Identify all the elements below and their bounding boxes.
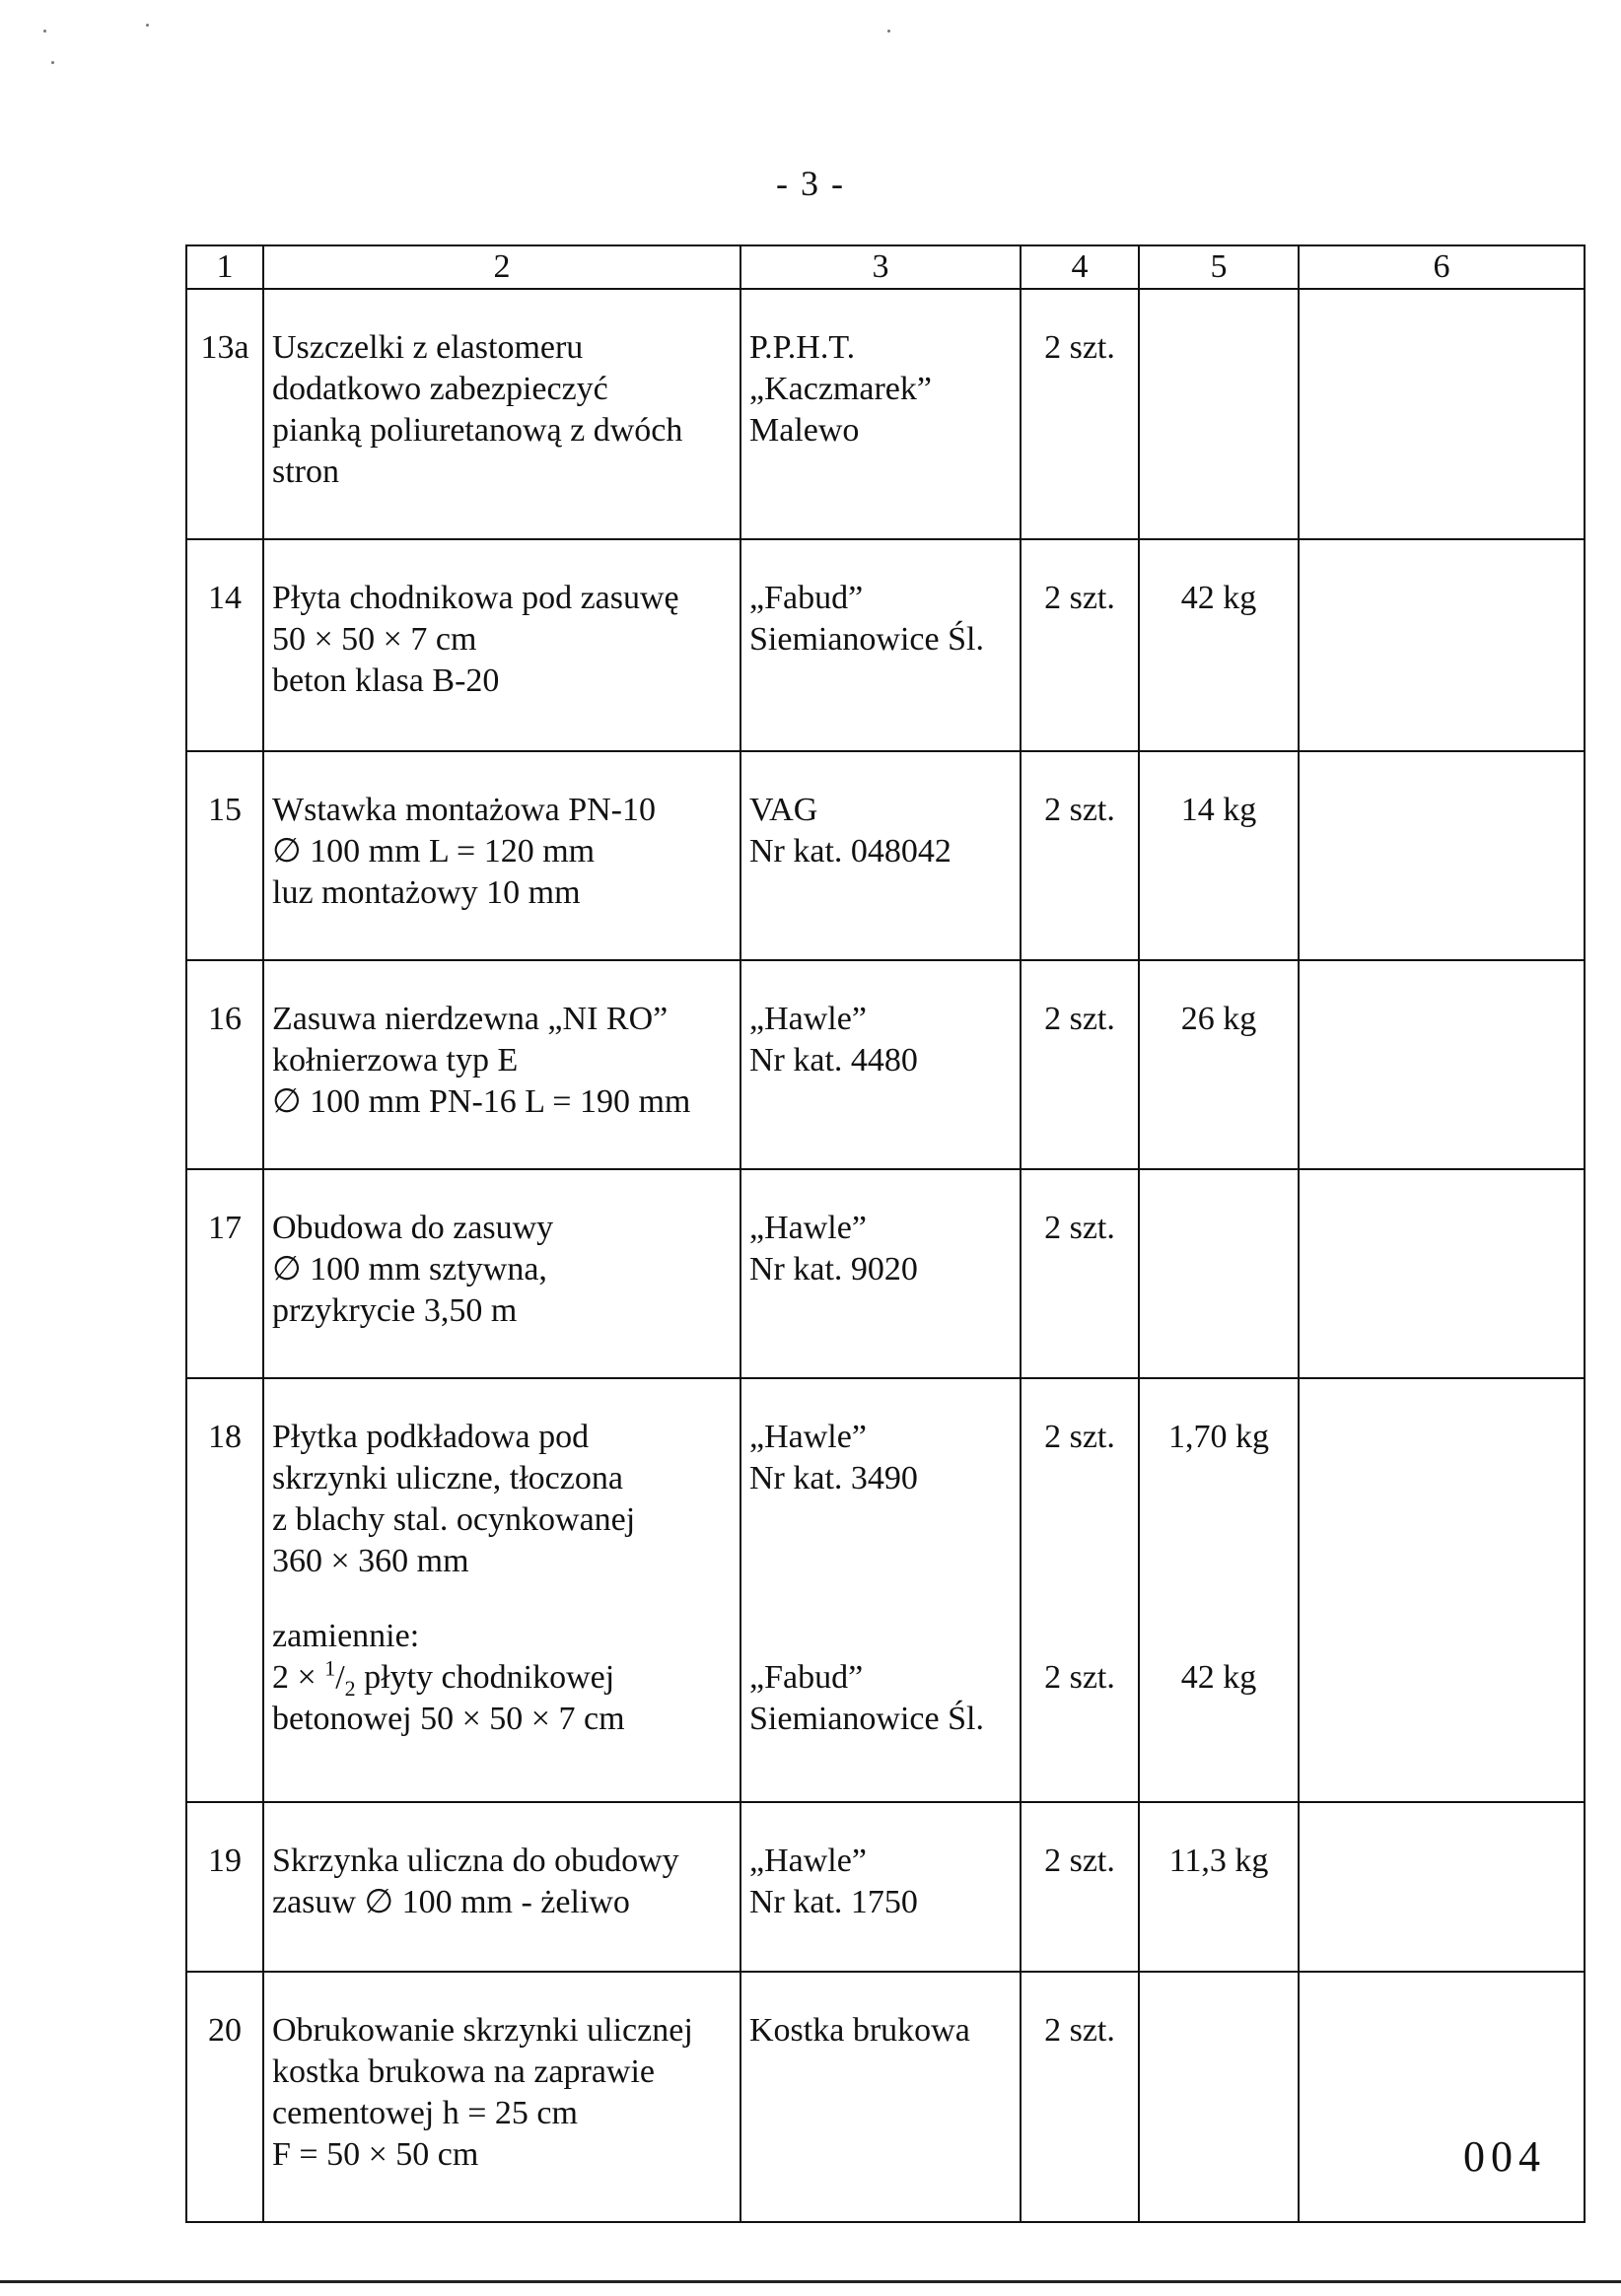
item-number: 15 <box>186 751 263 960</box>
column-header-1: 1 <box>186 245 263 289</box>
spacer <box>1148 1582 1290 1616</box>
item-notes <box>1299 289 1585 539</box>
fraction-numerator: 1 <box>324 1655 336 1681</box>
bottom-rule <box>0 2280 1621 2283</box>
item-description <box>263 1378 740 1802</box>
scan-speck <box>51 61 54 64</box>
description-line: cementowej h = 25 cm <box>272 2095 578 2131</box>
item-description <box>263 1802 740 1972</box>
spacer-line <box>749 1541 1012 1582</box>
scan-speck <box>887 30 890 33</box>
column-header-3: 3 <box>740 245 1021 289</box>
supplier-line: Nr kat. 3490 <box>749 1460 918 1496</box>
item-weight <box>1139 289 1299 539</box>
stamp-number: 004 <box>1463 2132 1546 2181</box>
item-notes <box>1299 539 1585 751</box>
item-number: 19 <box>186 1802 263 1972</box>
supplier-line: Nr kat. 9020 <box>749 1251 918 1287</box>
description-line: 50 × 50 × 7 cm <box>272 621 477 658</box>
item-weight: 26 kg <box>1139 960 1299 1169</box>
description-line: 360 × 360 mm <box>272 1543 469 1579</box>
item-notes <box>1299 1972 1585 2222</box>
item-quantity: 2 szt. <box>1021 1169 1139 1378</box>
supplier-line: „Hawle” <box>749 1001 867 1037</box>
spacer-line <box>1148 1499 1290 1541</box>
alternative-label: zamiennie: <box>272 1618 420 1654</box>
spacer-line <box>749 1616 1012 1657</box>
item-weight: 11,3 kg <box>1139 1802 1299 1972</box>
fraction-denominator: 2 <box>344 1675 356 1701</box>
spacer-line <box>1148 1458 1290 1499</box>
alternative-description-line: $2 \times ^1/_2$ płyty chodnikowej <box>272 1655 615 1701</box>
description-line: skrzynki uliczne, tłoczona <box>272 1460 623 1496</box>
page-number: - 3 - <box>776 164 845 203</box>
alternative-description-line: betonowej 50 × 50 × 7 cm <box>272 1701 625 1737</box>
item-number: 18 <box>186 1378 263 1802</box>
spacer <box>272 1582 732 1616</box>
description-line: Obudowa do zasuwy <box>272 1210 554 1246</box>
description-line: F = 50 × 50 cm <box>272 2136 479 2173</box>
description-line: ∅ 100 mm sztywna, <box>272 1251 547 1287</box>
item-supplier <box>740 960 1021 1169</box>
supplier-line: „Hawle” <box>749 1419 867 1455</box>
item-notes <box>1299 960 1585 1169</box>
description-line: ∅ 100 mm L = 120 mm <box>272 833 596 870</box>
table-row <box>186 1972 1585 2222</box>
description-line: pianką poliuretanową z dwóch <box>272 412 683 449</box>
supplier-line: Kostka brukowa <box>749 2012 970 2049</box>
item-supplier <box>740 1972 1021 2222</box>
item-quantity: 2 szt. <box>1021 539 1139 751</box>
description-line: stron <box>272 453 339 490</box>
table-row <box>186 1802 1585 1972</box>
spacer-line <box>1148 1616 1290 1657</box>
item-notes <box>1299 1802 1585 1972</box>
column-header-5: 5 <box>1139 245 1299 289</box>
item-quantity <box>1021 1378 1139 1802</box>
item-weight <box>1139 1972 1299 2222</box>
description-line: Obrukowanie skrzynki ulicznej <box>272 2012 693 2049</box>
item-description <box>263 1169 740 1378</box>
item-supplier <box>740 751 1021 960</box>
item-notes <box>1299 751 1585 960</box>
item-number: 20 <box>186 1972 263 2222</box>
supplier-line: VAG <box>749 792 818 828</box>
table-row <box>186 289 1585 539</box>
item-supplier <box>740 1169 1021 1378</box>
item-weight: 14 kg <box>1139 751 1299 960</box>
table-row <box>186 751 1585 960</box>
item-supplier <box>740 1802 1021 1972</box>
supplier-line: „Fabud” <box>749 580 864 616</box>
item-number: 13a <box>186 289 263 539</box>
description-line: zasuw ∅ 100 mm - żeliwo <box>272 1884 630 1920</box>
description-line: kostka brukowa na zaprawie <box>272 2053 656 2090</box>
table-row <box>186 539 1585 751</box>
item-description <box>263 751 740 960</box>
table-row <box>186 1169 1585 1378</box>
spacer-line <box>1029 1499 1130 1541</box>
description-line: kołnierzowa typ E <box>272 1042 519 1078</box>
description-line: Skrzynka uliczna do obudowy <box>272 1843 679 1879</box>
spacer <box>749 1582 1012 1616</box>
item-supplier <box>740 289 1021 539</box>
table-row <box>186 960 1585 1169</box>
item-description <box>263 289 740 539</box>
item-quantity: 2 szt. <box>1021 289 1139 539</box>
spacer-line <box>1029 1458 1130 1499</box>
alternative-supplier-line: „Fabud” <box>749 1659 864 1696</box>
weight-value: 1,70 kg <box>1168 1419 1269 1455</box>
item-quantity: 2 szt. <box>1021 1802 1139 1972</box>
description-line: ∅ 100 mm PN-16 L = 190 mm <box>272 1083 691 1120</box>
column-header-2: 2 <box>263 245 740 289</box>
description-line: Płyta chodnikowa pod zasuwę <box>272 580 679 616</box>
description-line: beton klasa B-20 <box>272 662 500 699</box>
supplier-line: „Hawle” <box>749 1843 867 1879</box>
item-supplier <box>740 1378 1021 1802</box>
alternative-quantity-value: 2 szt. <box>1044 1659 1115 1696</box>
item-notes <box>1299 1169 1585 1378</box>
scan-speck <box>43 30 46 33</box>
spacer-line <box>1029 1541 1130 1582</box>
item-number: 17 <box>186 1169 263 1378</box>
materials-table <box>185 244 1586 2223</box>
alternative-rest: płyty chodnikowej <box>355 1659 615 1696</box>
item-quantity: 2 szt. <box>1021 1972 1139 2222</box>
supplier-line: Nr kat. 048042 <box>749 833 951 870</box>
item-supplier <box>740 539 1021 751</box>
spacer-line <box>1029 1616 1130 1657</box>
item-weight <box>1139 1169 1299 1378</box>
description-line: Wstawka montażowa PN-10 <box>272 792 657 828</box>
description-line: z blachy stal. ocynkowanej <box>272 1501 636 1538</box>
description-line: Zasuwa nierdzewna „NI RO” <box>272 1001 669 1037</box>
alternative-supplier-line: Siemianowice Śl. <box>749 1701 984 1737</box>
description-line: luz montażowy 10 mm <box>272 874 581 911</box>
description-line: Uszczelki z elastomeru <box>272 329 584 366</box>
spacer-line <box>1148 1541 1290 1582</box>
item-description <box>263 960 740 1169</box>
supplier-line: Nr kat. 4480 <box>749 1042 918 1078</box>
supplier-line: „Hawle” <box>749 1210 867 1246</box>
scan-speck <box>146 24 149 27</box>
spacer-line <box>749 1499 1012 1541</box>
table-row <box>186 1378 1585 1802</box>
item-weight <box>1139 1378 1299 1802</box>
item-description <box>263 1972 740 2222</box>
supplier-line: Malewo <box>749 412 860 449</box>
column-header-6: 6 <box>1299 245 1585 289</box>
item-quantity: 2 szt. <box>1021 751 1139 960</box>
header-row <box>186 245 1585 289</box>
supplier-line: Nr kat. 1750 <box>749 1884 918 1920</box>
item-description <box>263 539 740 751</box>
supplier-line: „Kaczmarek” <box>749 371 932 407</box>
alternative-prefix: 2 × <box>272 1659 325 1696</box>
description-line: Płytka podkładowa pod <box>272 1419 590 1455</box>
spacer <box>1029 1582 1130 1616</box>
item-quantity: 2 szt. <box>1021 960 1139 1169</box>
supplier-line: P.P.H.T. <box>749 329 856 366</box>
column-header-4: 4 <box>1021 245 1139 289</box>
item-weight: 42 kg <box>1139 539 1299 751</box>
item-number: 14 <box>186 539 263 751</box>
alternative-weight-value: 42 kg <box>1180 1659 1257 1696</box>
description-line: dodatkowo zabezpieczyć <box>272 371 608 407</box>
quantity-value: 2 szt. <box>1044 1419 1115 1455</box>
supplier-line: Siemianowice Śl. <box>749 621 984 658</box>
item-notes <box>1299 1378 1585 1802</box>
item-number: 16 <box>186 960 263 1169</box>
description-line: przykrycie 3,50 m <box>272 1292 518 1329</box>
